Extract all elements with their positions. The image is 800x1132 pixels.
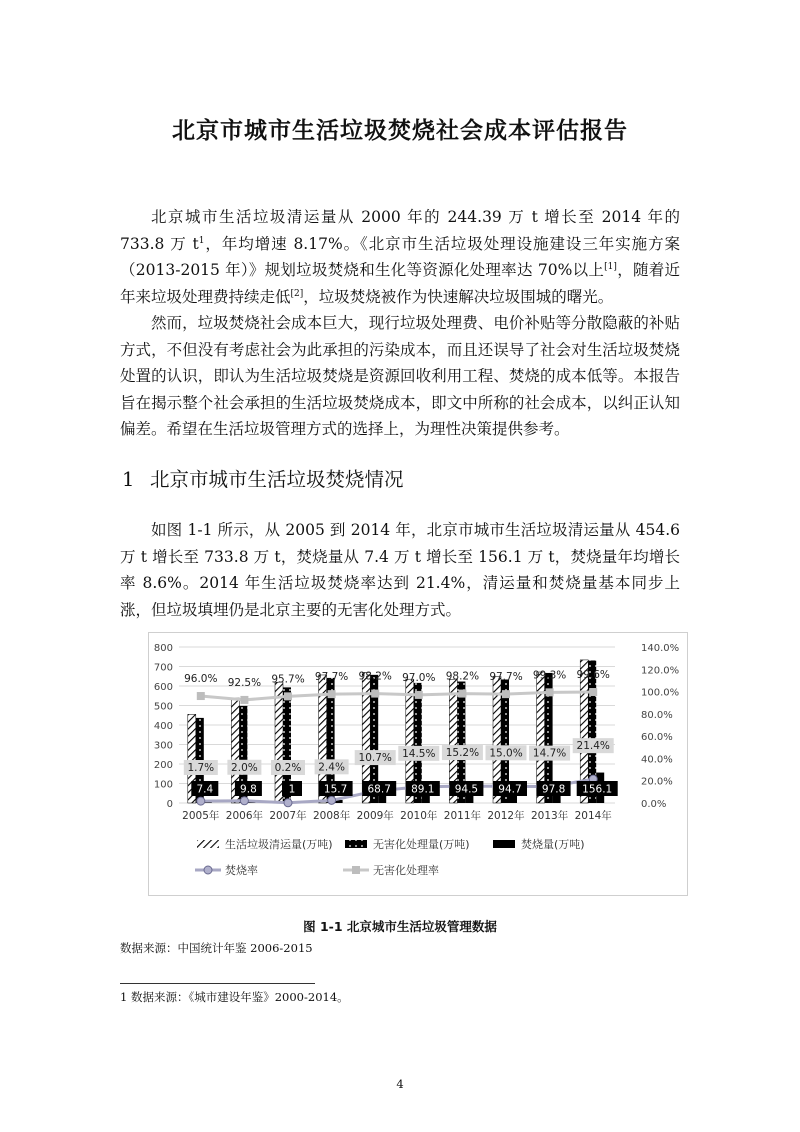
harmless-rate-label: 97.7% (314, 671, 349, 684)
burn-rate-label: 2.4% (318, 761, 345, 774)
legend-swatch (345, 840, 367, 848)
right-axis-tick: 100.0% (641, 687, 680, 699)
left-axis-tick: 0 (166, 799, 173, 810)
burn-rate-label: 14.7% (532, 747, 567, 760)
legend-marker (204, 866, 212, 874)
burn-volume-label: 15.7 (323, 783, 348, 796)
left-axis-tick: 200 (153, 760, 173, 771)
burn-rate-label: 14.5% (402, 747, 436, 760)
harmless-point (589, 688, 597, 696)
right-axis-tick: 80.0% (641, 709, 673, 721)
burn-volume-label: 1 (288, 783, 296, 796)
page-number: 4 (396, 1077, 404, 1091)
harmless-point (502, 690, 510, 698)
harmless-point (197, 692, 205, 700)
figure-caption: 图 1-1 北京城市生活垃圾管理数据 (303, 919, 497, 934)
burn-volume-label: 7.4 (196, 783, 214, 796)
x-axis-label: 2009年 (356, 810, 394, 822)
burn-volume-label: 94.7 (498, 783, 522, 796)
footnote-ref-1[interactable]: 1 (198, 235, 205, 246)
x-axis-label: 2011年 (443, 810, 482, 822)
x-axis-label: 2012年 (487, 810, 525, 822)
harmless-point (458, 690, 466, 698)
rate-point (240, 797, 248, 805)
footnote-divider (120, 983, 315, 984)
harmless-rate-label: 96.0% (184, 673, 218, 686)
legend-label-3: 焚烧率 (225, 864, 258, 877)
line-series-1 (201, 692, 593, 700)
harmless-point (371, 690, 379, 698)
right-axis-tick: 20.0% (641, 776, 673, 788)
intro-paragraph-1: 北京城市生活垃圾清运量从 2000 年的 244.39 万 t 增长至 2014 年的 733.8 万 $t^1$，年均增速 8.17%。《北京市生活垃圾处理设施建设三年实施方案（2013-2015 年）》规划垃圾焚烧和生化等资源化处理率达 70%以上[1]，随着近年来垃圾处理费持续走低[2]，垃圾焚烧被作为快速解决垃圾围城的曙光。 (120, 208, 680, 306)
footnote: 1 数据来源：《城市建设年鉴》2000-2014。 (120, 990, 349, 1004)
burn-rate-label: 1.7% (187, 762, 215, 774)
harmless-rate-label: 98.2% (358, 670, 392, 683)
waste-management-chart (148, 632, 688, 896)
section-paragraph: 如图 1-1 所示，从 2005 到 2014 年，北京市城市生活垃圾清运量从 454.6 万 t 增长至 733.8 万 t，焚烧量从 7.4 万 t 增长至 156.1 万 t，焚烧量年均增长率 8.6%。2014 年生活垃圾焚烧率达到 21.4%，清运量和焚烧量基本同步上涨，但垃圾填埋仍是北京主要的无害化处理方式。 (120, 521, 680, 619)
legend-label-0: 生活垃圾清运量(万吨) (225, 838, 333, 851)
section-title: 北京市城市生活垃圾焚烧情况 (150, 468, 404, 491)
harmless-point (328, 690, 336, 698)
left-axis-tick: 800 (153, 643, 173, 654)
data-source: 数据来源：中国统计年鉴 2006-2015 (120, 941, 313, 955)
burn-volume-label: 156.1 (582, 783, 613, 796)
x-axis-label: 2006年 (225, 810, 264, 822)
section-number: 1 (122, 468, 135, 491)
harmless-rate-label: 99.6% (576, 669, 610, 682)
rate-point (328, 796, 336, 804)
legend-marker (352, 866, 360, 874)
x-axis-label: 2014年 (574, 810, 612, 822)
legend-label-2: 焚烧量(万吨) (521, 838, 585, 851)
section-heading (122, 464, 404, 492)
rate-point (197, 797, 205, 805)
report-title: 北京市城市生活垃圾焚烧社会成本评估报告 (172, 118, 628, 144)
burn-rate-label: 0.2% (274, 762, 302, 774)
burn-volume-label: 9.8 (240, 783, 257, 796)
citation-ref-2[interactable]: [2] (290, 288, 304, 299)
x-axis-label: 2005年 (182, 810, 220, 822)
right-axis-tick: 120.0% (641, 665, 680, 677)
x-axis-label: 2007年 (269, 810, 307, 822)
burn-rate-label: 15.0% (489, 747, 523, 760)
left-axis-tick: 300 (153, 740, 173, 752)
left-axis-tick: 500 (153, 701, 173, 713)
burn-volume-label: 68.7 (367, 783, 391, 796)
burn-rate-label: 21.4% (576, 740, 610, 753)
right-axis-tick: 140.0% (641, 643, 680, 654)
intro-paragraph-2: 然而，垃圾焚烧社会成本巨大，现行垃圾处理费、电价补贴等分散隐蔽的补贴方式，不但没有考虑社会为此承担的污染成本，而且还误导了社会对生活垃圾焚烧处置的认识，即认为生活垃圾焚烧是资源回收利用工程、焚烧的成本低等。本报告旨在揭示整个社会承担的生活垃圾焚烧成本，即文中所称的社会成本，以纠正认知偏差。希望在生活垃圾管理方式的选择上，为理性决策提供参考。 (120, 314, 680, 438)
x-axis-label: 2010年 (400, 810, 438, 822)
burn-rate-label: 2.0% (231, 761, 258, 774)
left-axis-tick: 400 (153, 721, 173, 732)
legend-label-4: 无害化处理率 (373, 864, 439, 877)
harmless-point (546, 688, 554, 696)
chart-canvas (149, 633, 687, 895)
burn-volume-label: 89.1 (411, 783, 435, 796)
right-axis-tick: 40.0% (641, 754, 673, 766)
left-axis-tick: 100 (153, 779, 173, 791)
harmless-point (284, 692, 292, 700)
left-axis-tick: 700 (153, 662, 173, 674)
right-axis-tick: 60.0% (641, 732, 673, 744)
rate-point (284, 799, 292, 807)
harmless-rate-label: 92.5% (227, 676, 262, 689)
harmless-rate-label: 99.3% (532, 669, 567, 682)
x-axis-label: 2013年 (530, 810, 569, 822)
harmless-rate-label: 97.7% (489, 671, 523, 684)
legend-swatch (493, 840, 515, 848)
harmless-rate-label: 95.7% (271, 673, 305, 686)
burn-volume-label: 97.8 (541, 783, 566, 796)
bar-0 (275, 682, 283, 803)
x-axis-label: 2008年 (312, 810, 351, 822)
burn-volume-label: 94.5 (454, 783, 479, 796)
legend-label-1: 无害化处理量(万吨) (373, 838, 470, 851)
left-axis-tick: 600 (153, 682, 173, 693)
right-axis-tick: 0.0% (641, 799, 667, 810)
citation-ref-1[interactable]: [1] (604, 261, 617, 272)
harmless-point (415, 691, 423, 699)
harmless-point (240, 696, 248, 704)
harmless-rate-label: 97.0% (402, 671, 436, 684)
legend-swatch (197, 840, 219, 848)
harmless-rate-label: 98.2% (445, 670, 480, 683)
burn-rate-label: 15.2% (445, 747, 480, 760)
burn-rate-label: 10.7% (358, 752, 392, 765)
